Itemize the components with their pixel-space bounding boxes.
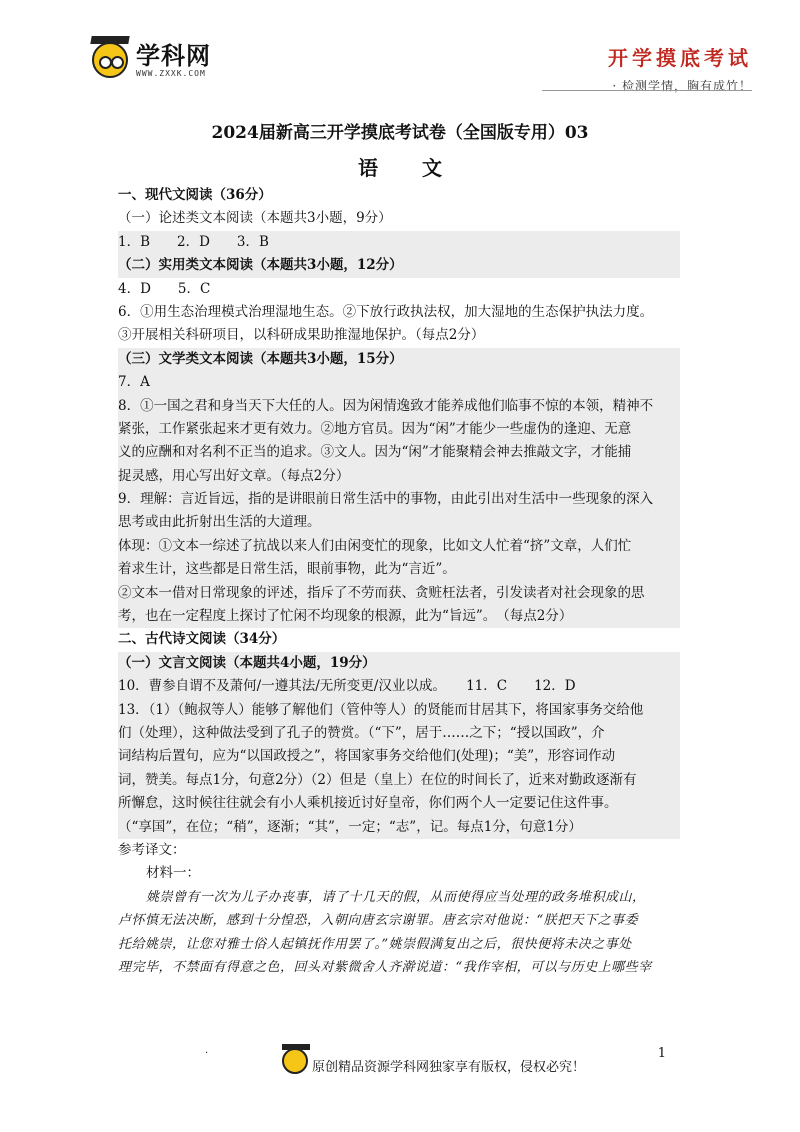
text-line: 所懈怠，这时候往往就会有小人乘机接近讨好皇帝，你们两个人一定要记住这件事。	[118, 792, 680, 815]
text-line: 8．①一国之君和身当天下大任的人。因为闲情逸致才能养成他们临事不惊的本领，精神不	[118, 395, 680, 418]
text-line: 材料一：	[146, 865, 200, 882]
text-line: 7．A	[118, 371, 680, 394]
text-line: 思考或由此折射出生活的大道理。	[118, 511, 680, 534]
slogan-subtitle: · 检测学情，胸有成竹！	[612, 79, 752, 93]
text-line: 义的应酬和对名利不正当的追求。③文人。因为“闲”才能聚精会神去推敲文字，才能捕	[118, 441, 680, 464]
copyright-notice: 原创精品资源学科网独家享有版权，侵权必究！	[312, 1060, 586, 1075]
footer-dot: ·	[205, 1048, 209, 1059]
text-line: 们（处理），这种做法受到了孔子的赞赏。（“下”，居于……之下；“授以国政”，介	[118, 722, 680, 745]
document-title: 2024届新高三开学摸底考试卷（全国版专用）03	[211, 123, 589, 143]
footer-mascot-icon	[282, 1048, 308, 1074]
text-line: 捉灵感，用心写出好文章。（每点2分）	[118, 465, 680, 488]
text-line: 9．理解：言近旨远，指的是讲眼前日常生活中的事物，由此引出对生活中一些现象的深入	[118, 488, 680, 511]
text-line: 10．曹参自谓不及萧何/一遵其法/无所变更/汉业以成。 11．C 12．D	[118, 675, 680, 698]
section-heading: （一）文言文阅读（本题共4小题，19分）	[118, 652, 680, 675]
text-line: 参考译文：	[118, 841, 186, 858]
text-line: 13．（1）（鲍叔等人）能够了解他们（管仲等人）的贤能而甘居其下，将国家事务交给他	[118, 699, 680, 722]
section-heading: 二、古代诗文阅读（34分）	[118, 631, 286, 648]
text-line: 理完毕，不禁面有得意之色，回头对紫微舍人齐澣说道：“我作宰相，可以与历史上哪些宰	[118, 959, 652, 975]
text-line: 紧张，工作紧张起来才更有效力。②地方官员。因为“闲”才能少一些虚伪的逢迎、无意	[118, 418, 680, 441]
text-line: 姚崇曾有一次为儿子办丧事，请了十几天的假，从而使得应当处理的政务堆积成山，	[146, 889, 646, 905]
text-line: 4．D 5．C	[118, 280, 211, 297]
text-line: （“享国”，在位；“稍”，逐渐；“其”，一定；“志”，记。每点1分，句意1分）	[118, 816, 680, 839]
answer-content	[118, 184, 680, 979]
text-line: 着求生计，这些都是日常生活，眼前事物，此为“言近”。	[118, 558, 680, 581]
exam-slogan	[608, 42, 752, 94]
text-line: 6．①用生态治理模式治理湿地生态。②下放行政执法权，加大湿地的生态保护执法力度。	[118, 303, 654, 320]
section-heading: （三）文学类文本阅读（本题共3小题，15分）	[118, 348, 680, 371]
logo-url: WWW.ZXXK.COM	[136, 68, 206, 78]
logo-name: 学科网	[136, 41, 211, 70]
text-line: ③开展相关科研项目，以科研成果助推湿地保护。（每点2分）	[118, 327, 485, 344]
text-line: ②文本一借对日常现象的评述，指斥了不劳而获、贪赃枉法者，引发读者对社会现象的思	[118, 582, 680, 605]
page-number: 1	[657, 1046, 666, 1061]
header-divider	[542, 90, 752, 91]
text-line: （一）论述类文本阅读（本题共3小题，9分）	[118, 210, 392, 227]
mascot-icon	[92, 42, 128, 78]
text-line: 词，赞美。每点1分，句意2分）（2）但是（皇上）在位的时间长了，近来对勤政逐渐有	[118, 769, 680, 792]
slogan-title: 开学摸底考试	[608, 46, 752, 70]
text-line: 卢怀慎无法决断，感到十分惶恐，入朝向唐玄宗谢罪。唐玄宗对他说：“朕把天下之事委	[118, 913, 639, 929]
text-line: 考，也在一定程度上探讨了忙闲不均现象的根源，此为“旨远”。 （每点2分）	[118, 605, 680, 628]
text-line: 1．B 2．D 3．B	[118, 231, 680, 254]
site-logo	[92, 42, 211, 78]
text-line: 词结构后置句，应为“以国政授之”，将国家事务交给他们(处理)；“美”，形容词作动	[118, 745, 680, 768]
text-line: 托给姚崇，让您对雅士俗人起镇抚作用罢了。”姚崇假满复出之后，很快便将未决之事处	[118, 936, 632, 952]
section-heading: （二）实用类文本阅读（本题共3小题，12分）	[118, 254, 680, 277]
subject-title: 语文	[358, 156, 486, 180]
text-line: 体现：①文本一综述了抗战以来人们由闲变忙的现象，比如文人忙着“挤”文章，人们忙	[118, 535, 680, 558]
section-heading: 一、现代文阅读（36分）	[118, 187, 272, 203]
